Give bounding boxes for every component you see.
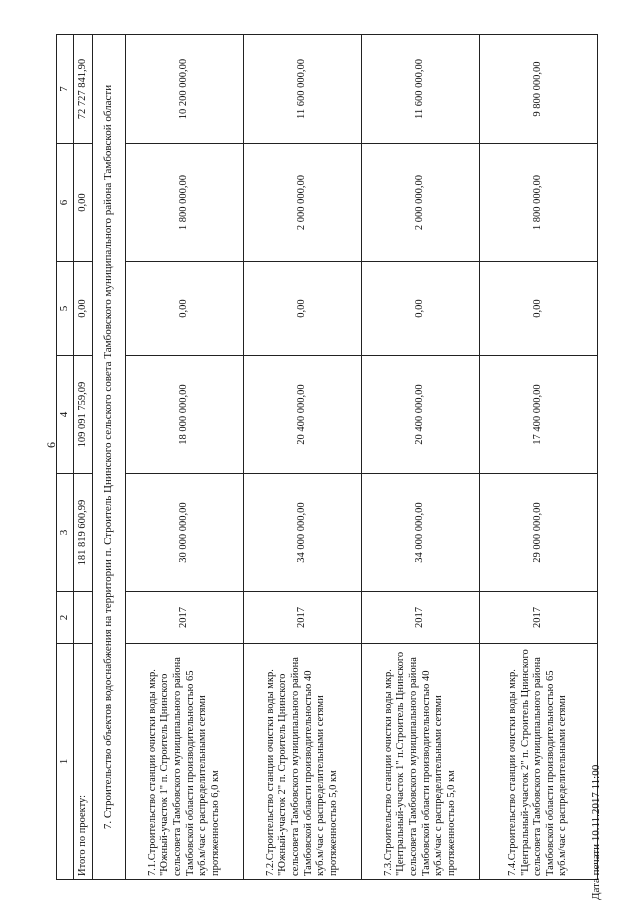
- item-col5: 0,00: [362, 262, 480, 356]
- item-col3: 29 000 000,00: [480, 474, 598, 592]
- header-col-1: 1: [57, 644, 74, 880]
- print-date: Дата печати 10.11.2017 11:00: [590, 764, 602, 900]
- item-col6: 1 800 000,00: [126, 144, 244, 262]
- total-col5: 0,00: [74, 262, 93, 356]
- total-year: [74, 592, 93, 644]
- item-col3: 34 000 000,00: [362, 474, 480, 592]
- item-col5: 0,00: [244, 262, 362, 356]
- header-col-3: 3: [57, 474, 74, 592]
- table-row: [480, 35, 598, 880]
- total-label: Итого по проекту:: [74, 644, 93, 880]
- item-col4: 17 400 000,00: [480, 356, 598, 474]
- item-name: 7.3.Строительство станции очистки воды мкр. "Центральный-участок 1" п.Строитель Цнинского сельсовета Тамбовского муниципального района Тамбовской области производительностью 40 куб.м/час с распределительными сетями протяженностью 5,0 км: [362, 644, 480, 880]
- table-row: [126, 35, 244, 880]
- item-col6: 1 800 000,00: [480, 144, 598, 262]
- header-col-2: 2: [57, 592, 74, 644]
- item-year: 2017: [244, 592, 362, 644]
- total-col4: 109 091 759,09: [74, 356, 93, 474]
- table-row: [244, 35, 362, 880]
- item-col6: 2 000 000,00: [244, 144, 362, 262]
- item-col7: 11 600 000,00: [244, 35, 362, 144]
- total-col3: 181 819 600,99: [74, 474, 93, 592]
- item-col4: 20 400 000,00: [362, 356, 480, 474]
- item-col4: 18 000 000,00: [126, 356, 244, 474]
- total-col7: 72 727 841,90: [74, 35, 93, 144]
- budget-table: [56, 34, 598, 880]
- item-col7: 11 600 000,00: [362, 35, 480, 144]
- total-row: [74, 35, 93, 880]
- rotated-document-page: [44, 35, 569, 880]
- page-number: 6: [44, 442, 58, 448]
- item-col5: 0,00: [126, 262, 244, 356]
- item-name: 7.4.Строительство станции очистки воды мкр. "Центральный-участок 2" п. Строитель Цнинского сельсовета Тамбовского муниципального района Тамбовской области производительностью 65 куб.м/час с распределительными сетями: [480, 644, 598, 880]
- item-col7: 10 200 000,00: [126, 35, 244, 144]
- section-title: 7. Строительство объектов водоснабжения на территории п. Строитель Цнинского сельского совета Тамбовского муниципального района Тамбовской области: [93, 35, 126, 880]
- item-col5: 0,00: [480, 262, 598, 356]
- item-year: 2017: [480, 592, 598, 644]
- section-row: [93, 35, 126, 880]
- header-row: [57, 35, 74, 880]
- item-year: 2017: [126, 592, 244, 644]
- item-col6: 2 000 000,00: [362, 144, 480, 262]
- item-col3: 30 000 000,00: [126, 474, 244, 592]
- item-name: 7.2.Строительство станции очистки воды мкр. "Южный-участок 2" п. Строитель Цнинского сельсовета Тамбовского муниципального района Тамбовской области производительностью 40 куб.м/час с распределительными сетями протяженностью 5,0 км: [244, 644, 362, 880]
- item-year: 2017: [362, 592, 480, 644]
- item-name: 7.1.Строительство станции очистки воды мкр. "Южный-участок 1" п. Строитель Цнинского сельсовета Тамбовского муниципального района Тамбовской области производительностью 65 куб.м/час с распределительными сетями протяженностью 6,0 км: [126, 644, 244, 880]
- header-col-6: 6: [57, 144, 74, 262]
- item-col3: 34 000 000,00: [244, 474, 362, 592]
- item-col7: 9 800 000,00: [480, 35, 598, 144]
- header-col-5: 5: [57, 262, 74, 356]
- total-col6: 0,00: [74, 144, 93, 262]
- header-col-7: 7: [57, 35, 74, 144]
- table-row: [362, 35, 480, 880]
- item-col4: 20 400 000,00: [244, 356, 362, 474]
- header-col-4: 4: [57, 356, 74, 474]
